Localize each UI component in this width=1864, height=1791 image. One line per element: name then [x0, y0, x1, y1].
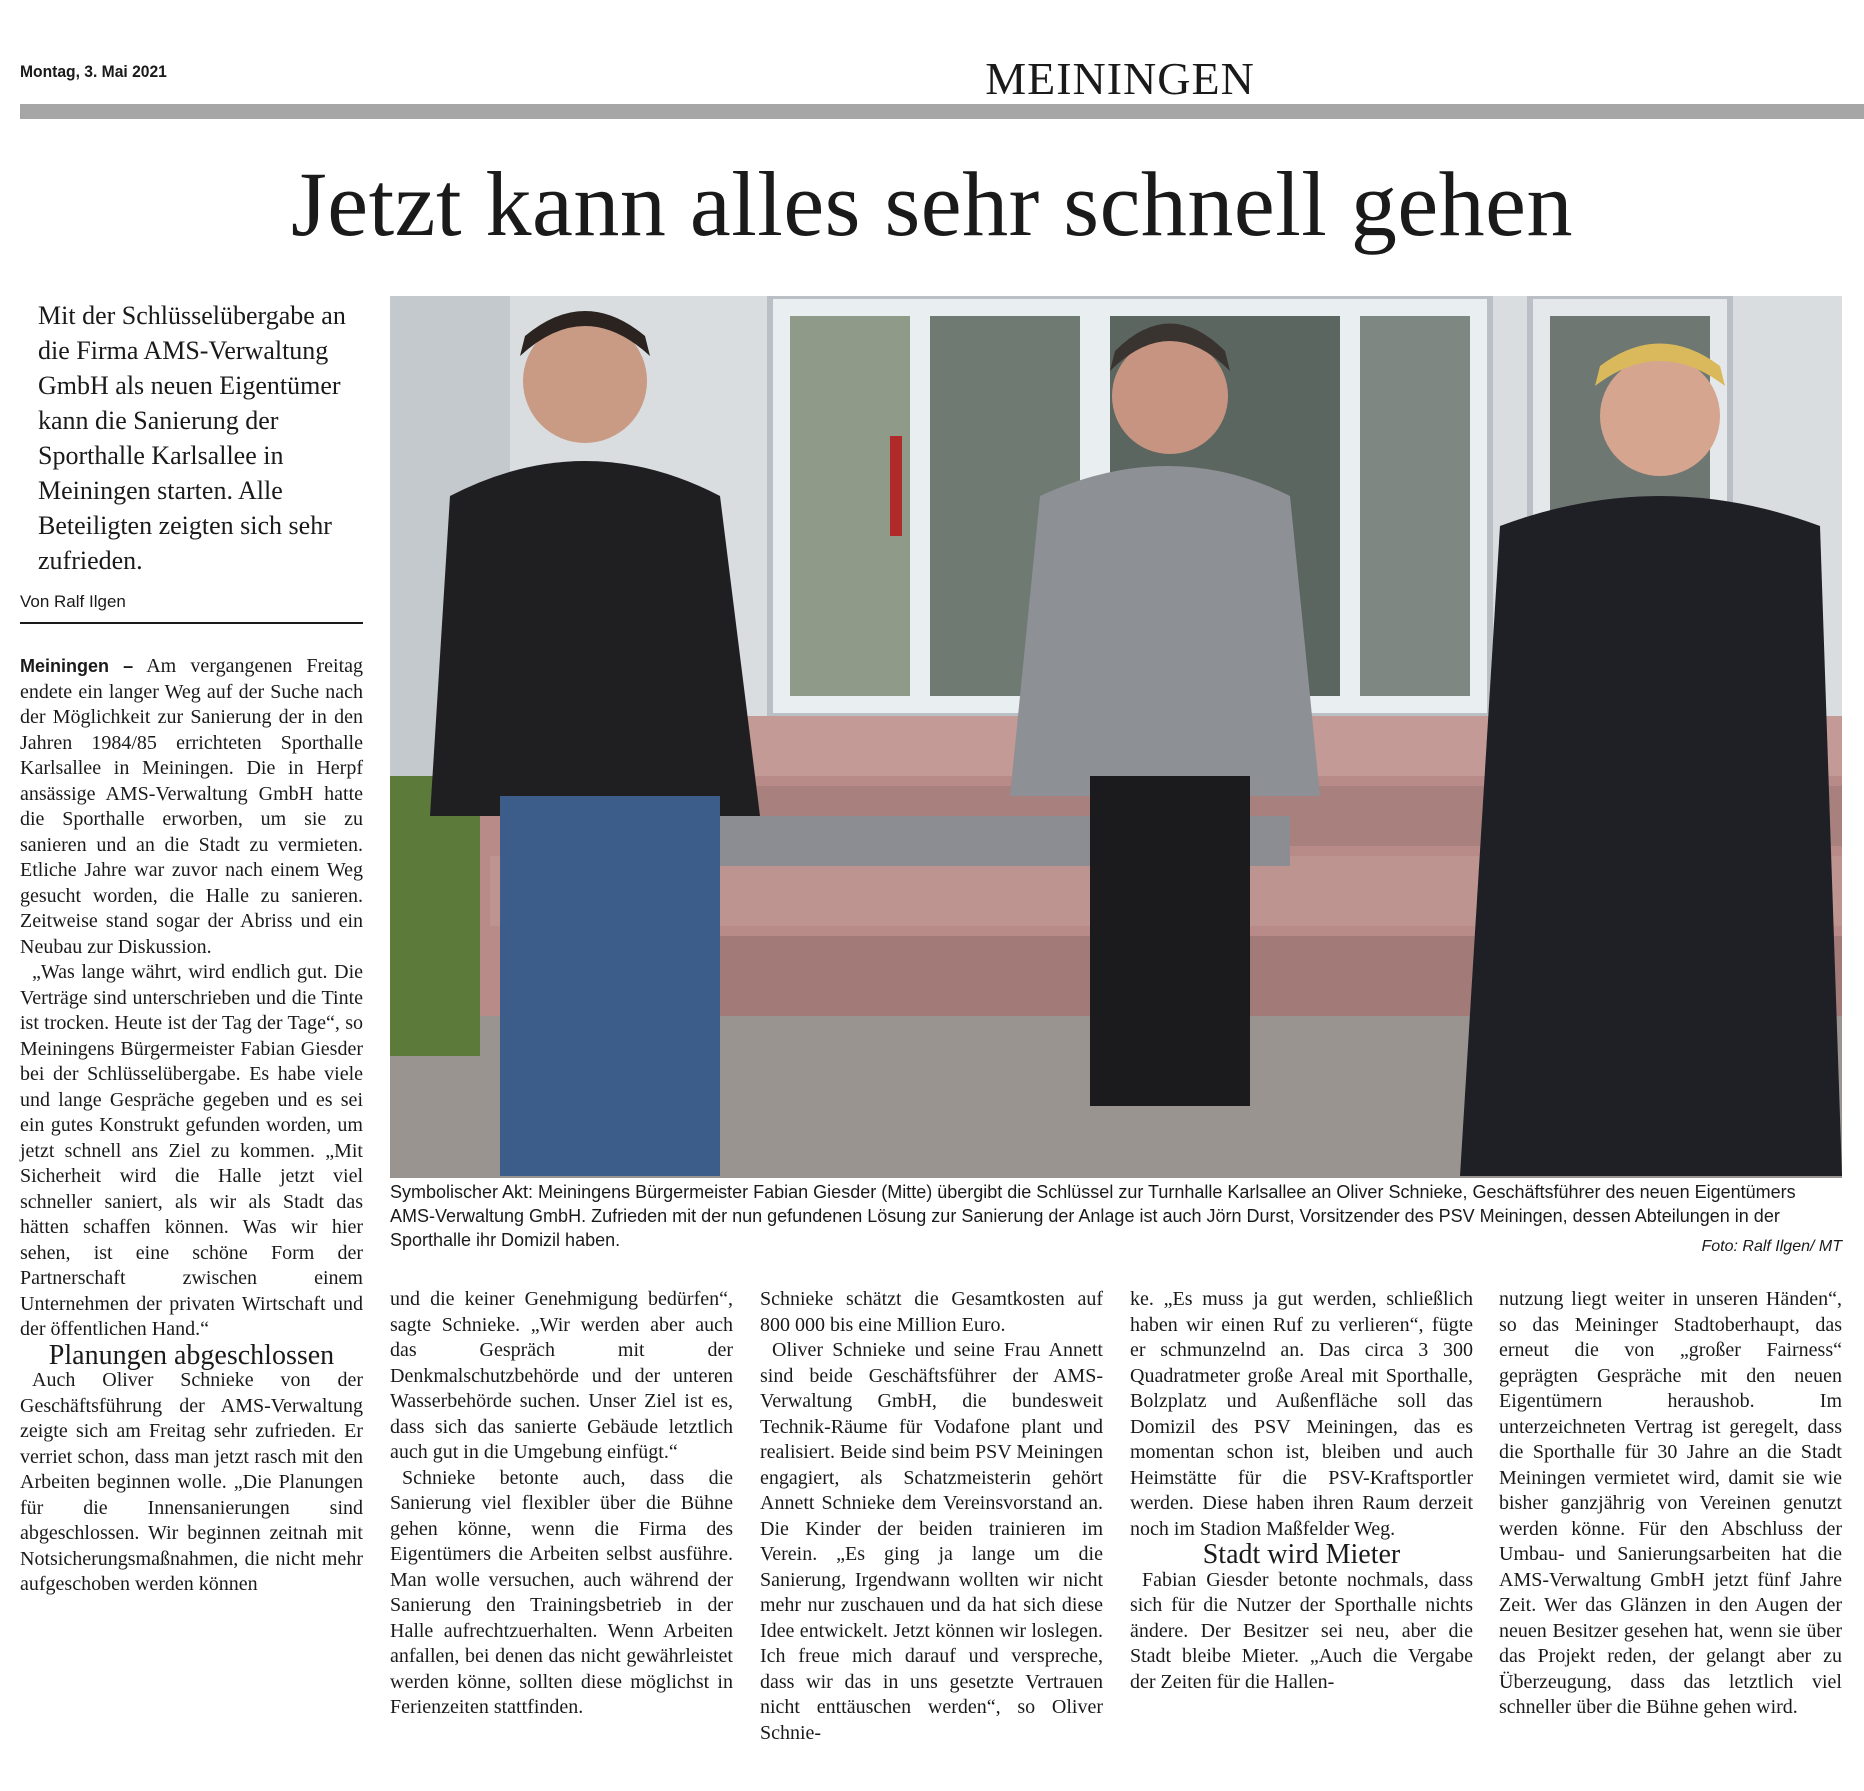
column-3-paragraph-2: Oliver Schnieke und seine Frau Annett sind beide Geschäftsführer der AMS-Verwaltung GmbH, die bundesweit Technik-Räume für Vodafone plant und realisiert. Beide sind beim PSV Meiningen engagiert, als Schatzmeisterin gehört Annett Schnieke dem Vereinsvorstand an. Die Kinder der beiden trainieren im Verein. „Es ging ja lange um die Sanierung, Irgendwann wollten wir nicht mehr nur zuschauen und da hat sich diese Idee entwickelt. Jetzt können wir loslegen. Ich freue mich darauf und verspreche, dass wir das in uns gesetzte Vertrauen nicht enttäuschen werden“, so Oliver Schnie- — [760, 1339, 1103, 1744]
subhead-stadt-wird-mieter: Stadt wird Mieter — [1202, 1539, 1401, 1570]
article-column-4 — [1130, 1287, 1473, 1695]
column-1-paragraph-2: „Was lange währt, wird endlich gut. Die Verträge sind unterschrieben und die Tinte ist trocken. Heute ist der Tag der Tage“, so Meiningens Bürgermeister Fabian Giesder bei der Schlüsselübergabe. Es habe viele und lange Gespräche gegeben und es sei ein gutes Konstrukt gefunden worden, um jetzt schnell ans Ziel zu kommen. „Mit Sicherheit wird die Halle jetzt viel schneller saniert, als wir als Stadt das hätten schaffen können. Was wir hier sehen, ist eine schöne Form der Partnerschaft zwischen einem Unternehmen der privaten Wirtschaft und der öffentlichen Hand.“ — [20, 961, 363, 1340]
lead-paragraph: Mit der Schlüsselübergabe an die Firma AMS-Verwaltung GmbH als neuen Eigentümer kann die Sanierung der Sporthalle Karlsallee in Meiningen starten. Alle Beteiligten zeigten sich sehr zufrieden. — [38, 301, 346, 575]
column-2-paragraph-1: und die keiner Genehmigung bedürfen“, sagte Schnieke. „Wir werden aber auch das Gespräch mit der Denkmalschutzbehörde und der unteren Wasserbehörde suchen. Unser Ziel ist es, dass sich das sanierte Gebäude letztlich auch gut in die Umgebung einfügt.“ — [390, 1288, 733, 1463]
column-4-paragraph-1: ke. „Es muss ja gut werden, schließlich haben wir einen Ruf zu verlieren“, fügte er schmunzelnd an. Das circa 3 300 Quadratmeter große Areal mit Sporthalle, Bolzplatz und Außenfläche soll das Domizil des PSV Meiningen, das es momentan schon ist, bleiben und auch Heimstätte für die PSV-Kraftsportler werden. Diese haben ihren Raum derzeit noch im Stadion Maßfelder Weg. — [1130, 1288, 1473, 1540]
column-1-paragraph-1: Meiningen – Am vergangenen Freitag endete ein langer Weg auf der Suche nach der Möglichkeit zur Sanierung der in den Jahren 1984/85 errichteten Sporthalle Karlsallee in Meiningen. Die in Herpf ansässige AMS-Verwaltung GmbH hatte die Sporthalle erworben, um sie zu sanieren und an die Stadt zu vermieten. Etliche Jahre war zuvor nach einem Weg gesucht worden, die Halle zu sanieren. Zeitweise stand sogar der Abriss und ein Neubau zur Diskussion. — [20, 655, 363, 958]
masthead-rule — [20, 104, 1864, 119]
article-photo — [390, 296, 1842, 1178]
column-3-paragraph-1: Schnieke schätzt die Gesamtkosten auf 800 000 bis eine Million Euro. — [760, 1288, 1103, 1336]
column-1-paragraph-3: Auch Oliver Schnieke von der Geschäftsführung der AMS-Verwaltung zeigte sich am Freitag sehr zufrieden. Er verriet schon, dass man jetzt rasch mit den Arbeiten beginnen wolle. „Die Planungen für die Innensanierungen sind abgeschlossen. Wir beginnen zeitnah mit Notsicherungsmaßnahmen, die nicht mehr aufgeschoben werden können — [20, 1369, 363, 1595]
article-column-2 — [390, 1287, 733, 1721]
byline-rule — [20, 622, 363, 624]
subhead-planungen: Planungen abgeschlossen — [48, 1339, 335, 1371]
byline: Von Ralf Ilgen — [20, 592, 126, 611]
headline: Jetzt kann alles sehr schnell gehen — [290, 153, 1574, 255]
photo-illustration — [390, 296, 1842, 1178]
article-column-5 — [1499, 1287, 1842, 1721]
column-5-paragraph-1: nutzung liegt weiter in unseren Händen“, so das Meininger Stadtoberhaupt, das erneut die von „großer Fairness“ geprägten Gespräche mit den neuen Eigentümern heraushob. Im unterzeichneten Vertrag ist geregelt, dass die Sporthalle für 30 Jahre an die Stadt Meiningen vermietet wird, damit sie wie bisher ganzjährig von Vereinen genutzt werden könne. Für den Abschluss der Umbau- und Sanierungsarbeiten hat die AMS-Verwaltung GmbH jetzt fünf Jahre Zeit. Wer das Glänzen in den Augen der neuen Besitzer gesehen hat, wenn sie über das Projekt reden, der gelangt aber zu Überzeugung, dass das letztlich viel schneller über die Bühne gehen wird. — [1499, 1288, 1842, 1718]
photo-credit: Foto: Ralf Ilgen/ MT — [1701, 1238, 1842, 1255]
article-column-1 — [20, 654, 363, 1598]
dateline: Meiningen – — [20, 656, 134, 676]
photo-caption: Symbolischer Akt: Meiningens Bürgermeister Fabian Giesder (Mitte) übergibt die Schlüssel zur Turnhalle Karlsallee an Oliver Schnieke, Geschäftsführer des neuen Eigentümers AMS-Verwaltung GmbH. Zufrieden mit der nun gefundenen Lösung zur Sanierung der Anlage ist auch Jörn Durst, Vorsitzender des PSV Meiningen, dessen Abteilungen in der Sporthalle ihr Domizil haben. — [390, 1182, 1796, 1250]
column-2-paragraph-2: Schnieke betonte auch, dass die Sanierung viel flexibler über die Bühne gehen könne, wenn die Firma des Eigentümers die Arbeiten selbst ausführe. Man wolle versuchen, auch während der Sanierung den Trainingsbetrieb in der Halle aufrechtzuerhalten. Wenn Arbeiten anfallen, bei denen das nicht gewährleistet werden könne, sollten diese möglichst in Ferienzeiten stattfinden. — [390, 1466, 733, 1718]
column-4-paragraph-2: Fabian Giesder betonte nochmals, dass sich für die Nutzer der Sporthalle nichts ändere. Der Besitzer sei neu, aber die Stadt bleibe Mieter. „Auch die Vergabe der Zeiten für die Hallen- — [1130, 1568, 1473, 1693]
section-title: MEININGEN — [985, 53, 1255, 104]
article-column-3 — [760, 1287, 1103, 1746]
masthead-date: Montag, 3. Mai 2021 — [20, 62, 167, 81]
